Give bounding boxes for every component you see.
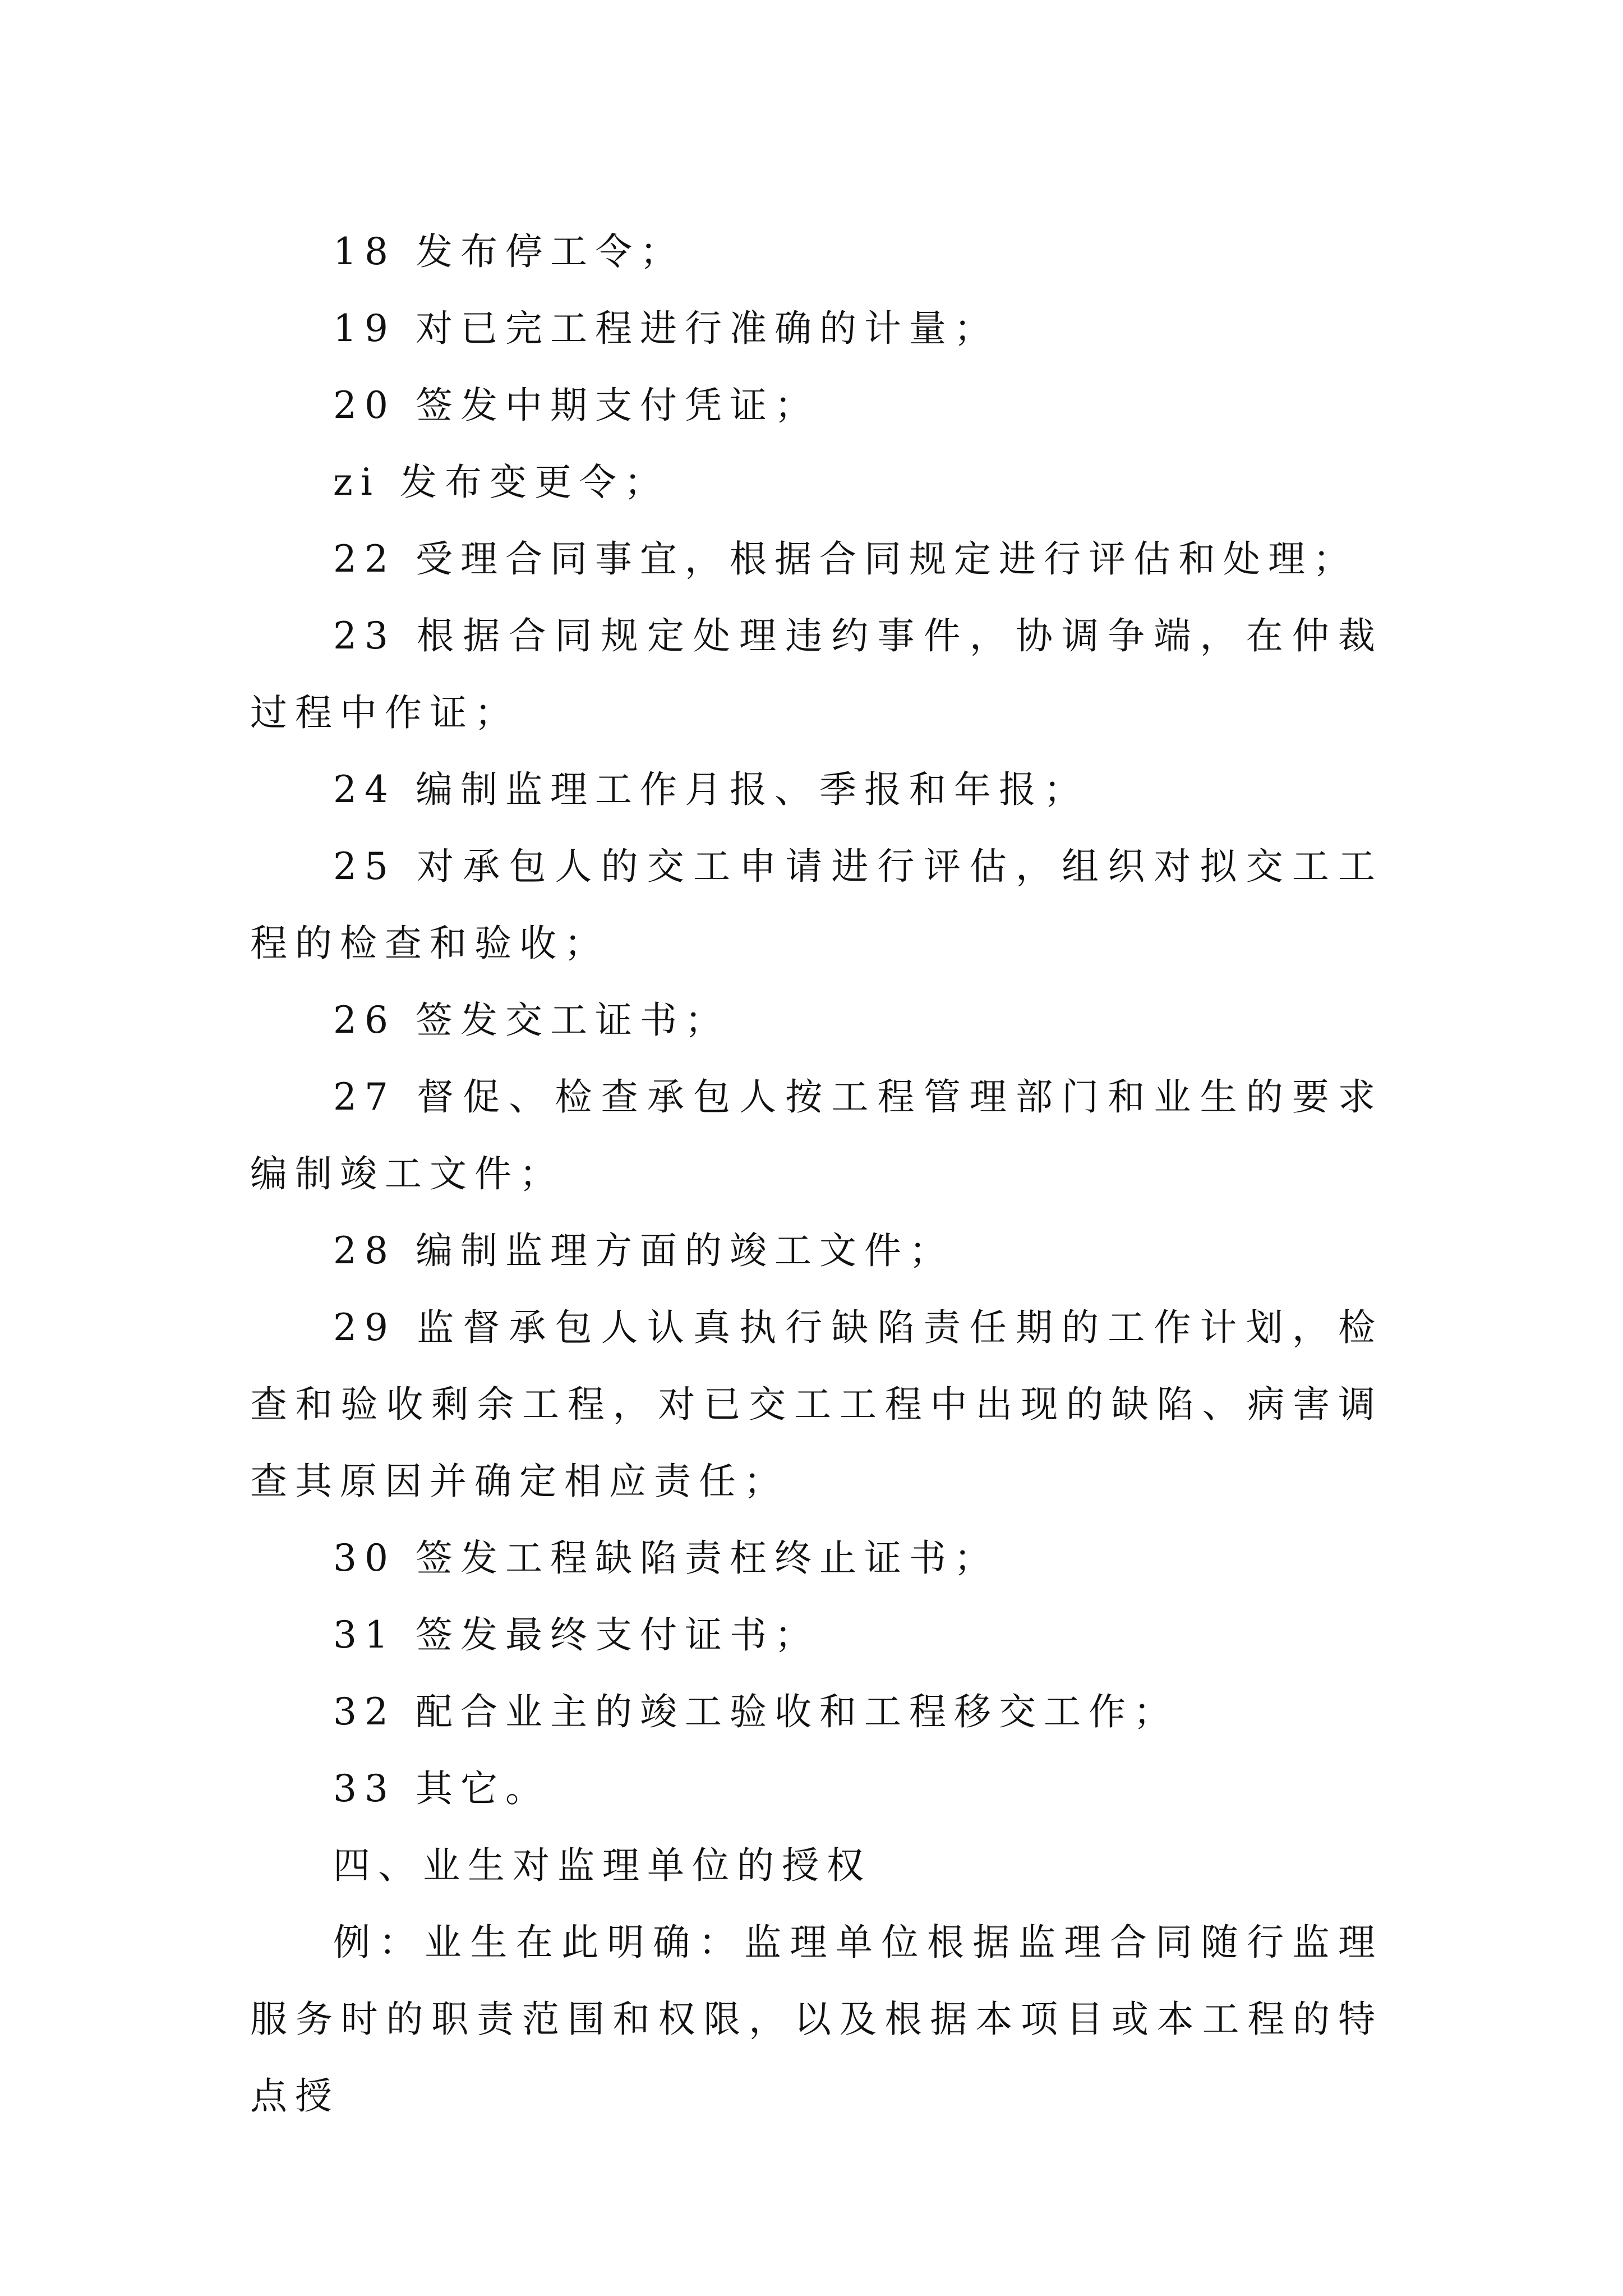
paragraph-item-33: 33 其它。 [333,1767,550,1810]
paragraph-item-20: 20 签发中期支付凭证； [333,384,819,427]
paragraph-item-19: 19 对已完工程进行准确的计量； [333,307,999,350]
paragraph-item-32: 32 配合业主的竣工验收和工程移交工作； [333,1690,1178,1733]
paragraph-item-18: 18 发布停工令； [333,230,685,273]
paragraph-item-25: 25 对承包人的交工申请进行评估，组织对拟交工工程的检查和验收； [250,845,1383,965]
example-paragraph: 例：业生在此明确：监理单位根据监理合同随行监理服务时的职责范围和权限，以及根据本项目或本工程的特点授 [250,1921,1383,2118]
paragraph-item-30: 30 签发工程缺陷责枉终止证书； [333,1536,999,1580]
paragraph-item-31: 31 签发最终支付证书； [333,1613,819,1657]
paragraph-item-21: zi 发布变更令； [333,461,669,504]
paragraph-item-29: 29 监督承包人认真执行缺陷责任期的工作计划，检查和验收剩余工程，对已交工工程中出现的缺陷、病害调查其原因并确定相应责任； [250,1306,1383,1503]
paragraph-item-22: 22 受理合同事宜，根据合同规定进行评估和处理； [333,537,1358,581]
paragraph-item-23: 23 根据合同规定处理违约事件，协调争端，在仲裁过程中作证； [250,614,1383,734]
paragraph-item-27: 27 督促、检查承包人按工程管理部门和业生的要求编制竣工文件； [250,1075,1383,1195]
paragraph-item-26: 26 签发交工证书； [333,999,730,1042]
section-heading: 四、业生对监理单位的授权 [333,1844,872,1887]
document-body [250,213,1383,2134]
paragraph-item-24: 24 编制监理工作月报、季报和年报； [333,768,1089,811]
paragraph-item-28: 28 编制监理方面的竣工文件； [333,1229,954,1272]
